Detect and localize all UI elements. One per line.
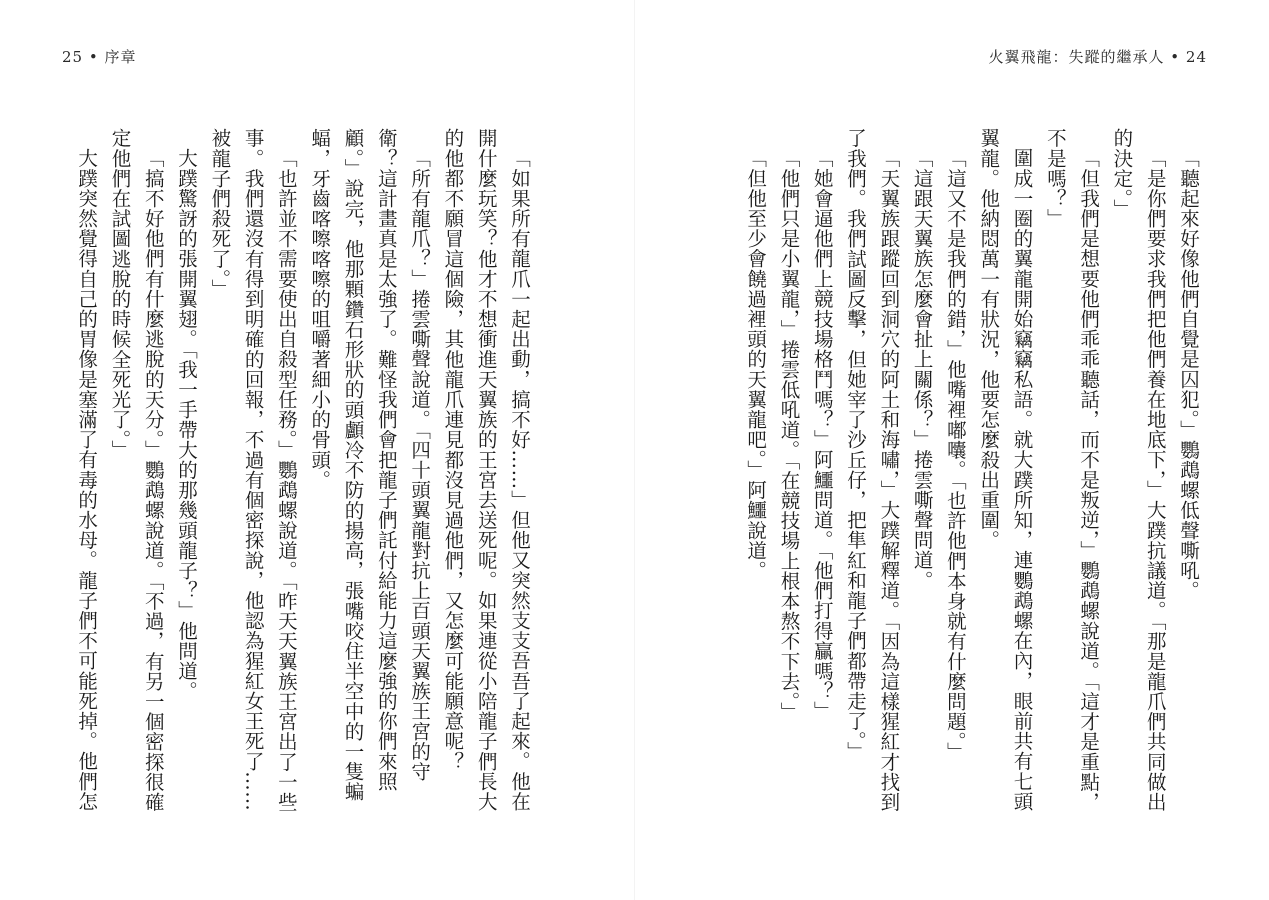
paragraph-text: 圍成一圈的翼龍開始竊竊私語。就大蹼所知，連鸚鵡螺在內，眼前共有七頭翼龍。他納悶萬一有狀況，他要怎麼殺出重圍。 xyxy=(977,128,1034,811)
paragraph xyxy=(905,128,938,818)
paragraph xyxy=(740,128,772,818)
paragraph xyxy=(805,128,838,818)
paragraph-text: 「她會逼他們上競技場格鬥嗎？」阿鱷問道。「他們打得贏嗎？」 xyxy=(810,147,834,721)
page-gutter xyxy=(634,0,635,900)
paragraph xyxy=(839,128,906,818)
paragraph xyxy=(1172,128,1205,818)
paragraph-text: 「聽起來好像他們自覺是囚犯。」鸚鵡螺低聲嘶吼。 xyxy=(1177,147,1200,601)
paragraph xyxy=(1105,128,1172,818)
right-page-text xyxy=(740,128,1205,818)
paragraph-text: 「也許並不需要使出自殺型任務。」鸚鵡螺說道。「昨天天翼族王宮出了一些事。我們還沒有得到明確的回報，不過有個密探說，他認為猩紅女王死了……被龍子們殺死了。」 xyxy=(208,128,298,812)
paragraph xyxy=(303,128,436,818)
paragraph xyxy=(1039,128,1106,818)
paragraph-text: 「他們只是小翼龍，」捲雲低吼道。「在競技場上根本熬不下去。」 xyxy=(777,147,801,722)
paragraph xyxy=(103,128,170,818)
paragraph-text: 「這跟天翼族怎麼會扯上關係？」捲雲嘶聲問道。 xyxy=(910,147,934,590)
paragraph-text: 大蹼突然覺得自己的胃像是塞滿了有毒的水母。龍子們不可能死掉。他們怎 xyxy=(75,147,99,811)
paragraph-text: 「所有龍爪？」捲雲嘶聲說道。「四十頭翼龍對抗上百頭天翼族王宮的守衛？這計畫真是太強了。難怪我們會把龍子們託付給能力這麼強的你們來照顧。」說完，他那顆鑽石形狀的頭顱冷不防的揚高，張嘴咬住半空中的一隻蝙蝠，牙齒喀嚓喀嚓的咀嚼著細小的骨頭。 xyxy=(308,128,432,802)
paragraph-text: 「但他至少會饒過裡頭的天翼龍吧。」阿鱷說道。 xyxy=(744,147,768,580)
paragraph xyxy=(66,128,103,818)
paragraph-text: 「但我們是想要他們乖乖聽話，而不是叛逆，」鸚鵡螺說道。「這才是重點，不是嗎？」 xyxy=(1043,128,1101,812)
paragraph-text: 「這又不是我們的錯，」他嘴裡嘟囔。「也許他們本身就有什麼問題。」 xyxy=(943,147,967,762)
right-running-header: 火翼飛龍：失蹤的繼承人 • 24 xyxy=(988,48,1207,66)
paragraph-text: 「是你們要求我們把他們養在地底下，」大蹼抗議道。「那是龍爪們共同做出的決定。」 xyxy=(1110,128,1167,812)
paragraph xyxy=(772,128,805,818)
left-page-text xyxy=(66,128,536,818)
left-page xyxy=(66,128,536,818)
paragraph xyxy=(170,128,203,818)
paragraph xyxy=(203,128,303,818)
paragraph xyxy=(436,128,536,818)
paragraph-text: 「天翼族跟蹤回到洞穴的阿土和海嘯，」大蹼解釋道。「因為這樣猩紅才找到了我們。我們試圖反擊，但她宰了沙丘仔，把隼紅和龍子們都帶走了。」 xyxy=(844,128,901,812)
paragraph xyxy=(939,128,972,818)
paragraph xyxy=(972,128,1039,818)
right-page xyxy=(740,128,1205,818)
paragraph-text: 大蹼驚訝的張開翼翅。「我一手帶大的那幾頭龍子？」他問道。 xyxy=(175,147,199,701)
left-running-header: 25 • 序章 xyxy=(62,48,137,66)
paragraph-text: 「如果所有龍爪一起出動，搞不好……」但他又突然支支吾吾了起來。他在開什麼玩笑？他才不想衝進天翼族的王宮去送死呢。如果連從小陪龍子們長大的他都不願冒這個險，其他龍爪連見都沒見過他們，又怎麼可能願意呢？ xyxy=(441,128,531,812)
paragraph-text: 「搞不好他們有什麼逃脫的天分。」鸚鵡螺說道。「不過，有另一個密探很確定他們在試圖逃脫的時候全死光了。」 xyxy=(108,128,165,812)
